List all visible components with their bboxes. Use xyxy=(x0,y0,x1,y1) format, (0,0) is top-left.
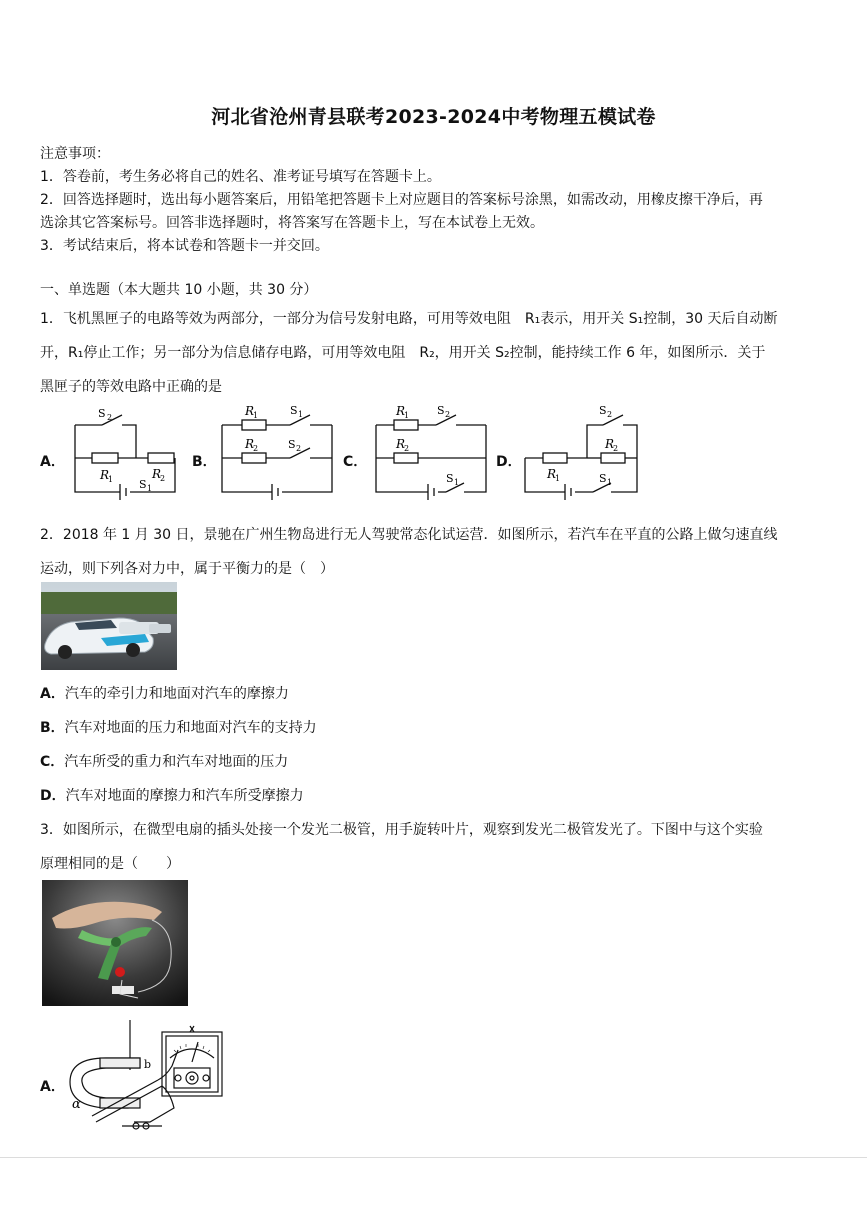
svg-text:R: R xyxy=(152,467,162,481)
generator-galvanometer-diagram xyxy=(62,1018,230,1134)
q2-stem-line: 2．2018 年 1 月 30 日，景驰在广州生物岛进行无人驾驶常态化试运营．如图所示，若汽车在平直的公路上做匀速直线 xyxy=(40,527,778,543)
svg-text:R: R xyxy=(245,404,255,418)
svg-text:S: S xyxy=(599,472,607,485)
option-text: 汽车对地面的压力和地面对汽车的支持力 xyxy=(64,720,317,736)
svg-text:S: S xyxy=(446,472,454,485)
notice-item: 2．回答选择题时，选出每小题答案后，用铅笔把答题卡上对应题目的答案标号涂黑，如需改动，用橡皮擦干净后，再 xyxy=(40,192,763,208)
notice-item: 3．考试结束后，将本试卷和答题卡一并交回。 xyxy=(40,238,329,254)
page-title: 河北省沧州青县联考2023-2024中考物理五模试卷 xyxy=(211,106,656,128)
svg-text:R: R xyxy=(547,467,557,481)
svg-text:S: S xyxy=(437,404,445,417)
self-driving-car-photo xyxy=(41,582,177,670)
q2-option-b xyxy=(40,717,317,737)
q2-option-c xyxy=(40,751,288,771)
q1-option-d-letter: D． xyxy=(496,454,522,470)
svg-text:S: S xyxy=(98,407,106,420)
svg-text:2: 2 xyxy=(160,474,166,483)
q1-option-c-letter: C． xyxy=(343,454,368,470)
svg-text:S: S xyxy=(139,478,147,491)
svg-text:2: 2 xyxy=(607,410,613,419)
svg-text:R: R xyxy=(605,437,615,451)
q2-option-d xyxy=(40,785,304,805)
option-letter: C． xyxy=(40,754,65,770)
svg-text:S: S xyxy=(599,404,607,417)
hand-fan-led-photo xyxy=(42,880,188,1006)
svg-text:R: R xyxy=(100,468,110,482)
svg-text:2: 2 xyxy=(613,444,619,453)
q3-option-a-letter: A． xyxy=(40,1079,65,1095)
svg-text:S: S xyxy=(288,438,296,451)
notice-item: 1．答卷前，考生务必将自己的姓名、准考证号填写在答题卡上。 xyxy=(40,169,441,185)
circuit-diagram-c xyxy=(362,400,497,500)
svg-text:1: 1 xyxy=(404,411,410,420)
svg-text:1: 1 xyxy=(298,410,304,419)
q1-stem-line: 开，R₁停止工作；另一部分为信息储存电路，可用等效电阻 R₂，用开关 S₂控制，能持续工作 6 年，如图所示．关于 xyxy=(40,345,766,361)
label-alpha: α xyxy=(72,1097,81,1112)
option-letter: A． xyxy=(40,686,65,702)
svg-text:2: 2 xyxy=(404,444,410,453)
svg-text:S: S xyxy=(290,404,298,417)
svg-text:R: R xyxy=(245,437,255,451)
circuit-diagram-d xyxy=(515,400,650,500)
q3-stem-line: 3．如图所示，在微型电扇的插头处接一个发光二极管，用手旋转叶片，观察到发光二极管发光了。下图中与这个实验 xyxy=(40,822,763,838)
q1-stem-line: 黑匣子的等效电路中正确的是 xyxy=(40,379,222,395)
q1-option-a-letter: A． xyxy=(40,454,65,470)
notice-item: 选涂其它答案标号。回答非选择题时，将答案写在答题卡上，写在本试卷上无效。 xyxy=(40,215,544,231)
svg-text:2: 2 xyxy=(445,410,451,419)
svg-text:2: 2 xyxy=(296,444,302,453)
svg-text:1: 1 xyxy=(108,475,114,484)
option-letter: D． xyxy=(40,788,66,804)
q2-option-a xyxy=(40,683,289,703)
circuit-diagram-b xyxy=(212,400,347,500)
q1-stem-line: 1．飞机黑匣子的电路等效为两部分，一部分为信号发射电路，可用等效电阻 R₁表示，用开关 S₁控制，30 天后自动断 xyxy=(40,311,778,327)
svg-text:2: 2 xyxy=(107,413,113,422)
option-text: 汽车所受的重力和汽车对地面的压力 xyxy=(64,754,289,770)
svg-text:1: 1 xyxy=(253,411,259,420)
option-letter: B． xyxy=(40,720,65,736)
label-b: b xyxy=(144,1058,152,1071)
q3-stem-line: 原理相同的是（ ） xyxy=(40,856,180,872)
notice-heading: 注意事项： xyxy=(40,146,110,162)
svg-text:1: 1 xyxy=(607,478,613,487)
svg-text:2: 2 xyxy=(253,444,259,453)
option-text: 汽车的牵引力和地面对汽车的摩擦力 xyxy=(64,686,289,702)
svg-text:R: R xyxy=(396,404,406,418)
option-text: 汽车对地面的摩擦力和汽车所受摩擦力 xyxy=(65,788,304,804)
q1-option-b-letter: B． xyxy=(192,454,217,470)
circuit-diagram-a xyxy=(60,400,195,500)
page-bottom-divider xyxy=(0,1157,867,1158)
svg-text:1: 1 xyxy=(454,478,460,487)
q2-stem-line: 运动，则下列各对力中，属于平衡力的是（ ） xyxy=(40,561,334,577)
section-heading: 一、单选题（本大题共 10 小题，共 30 分） xyxy=(40,282,318,298)
svg-text:R: R xyxy=(396,437,406,451)
svg-text:1: 1 xyxy=(147,484,153,493)
svg-text:1: 1 xyxy=(555,474,561,483)
